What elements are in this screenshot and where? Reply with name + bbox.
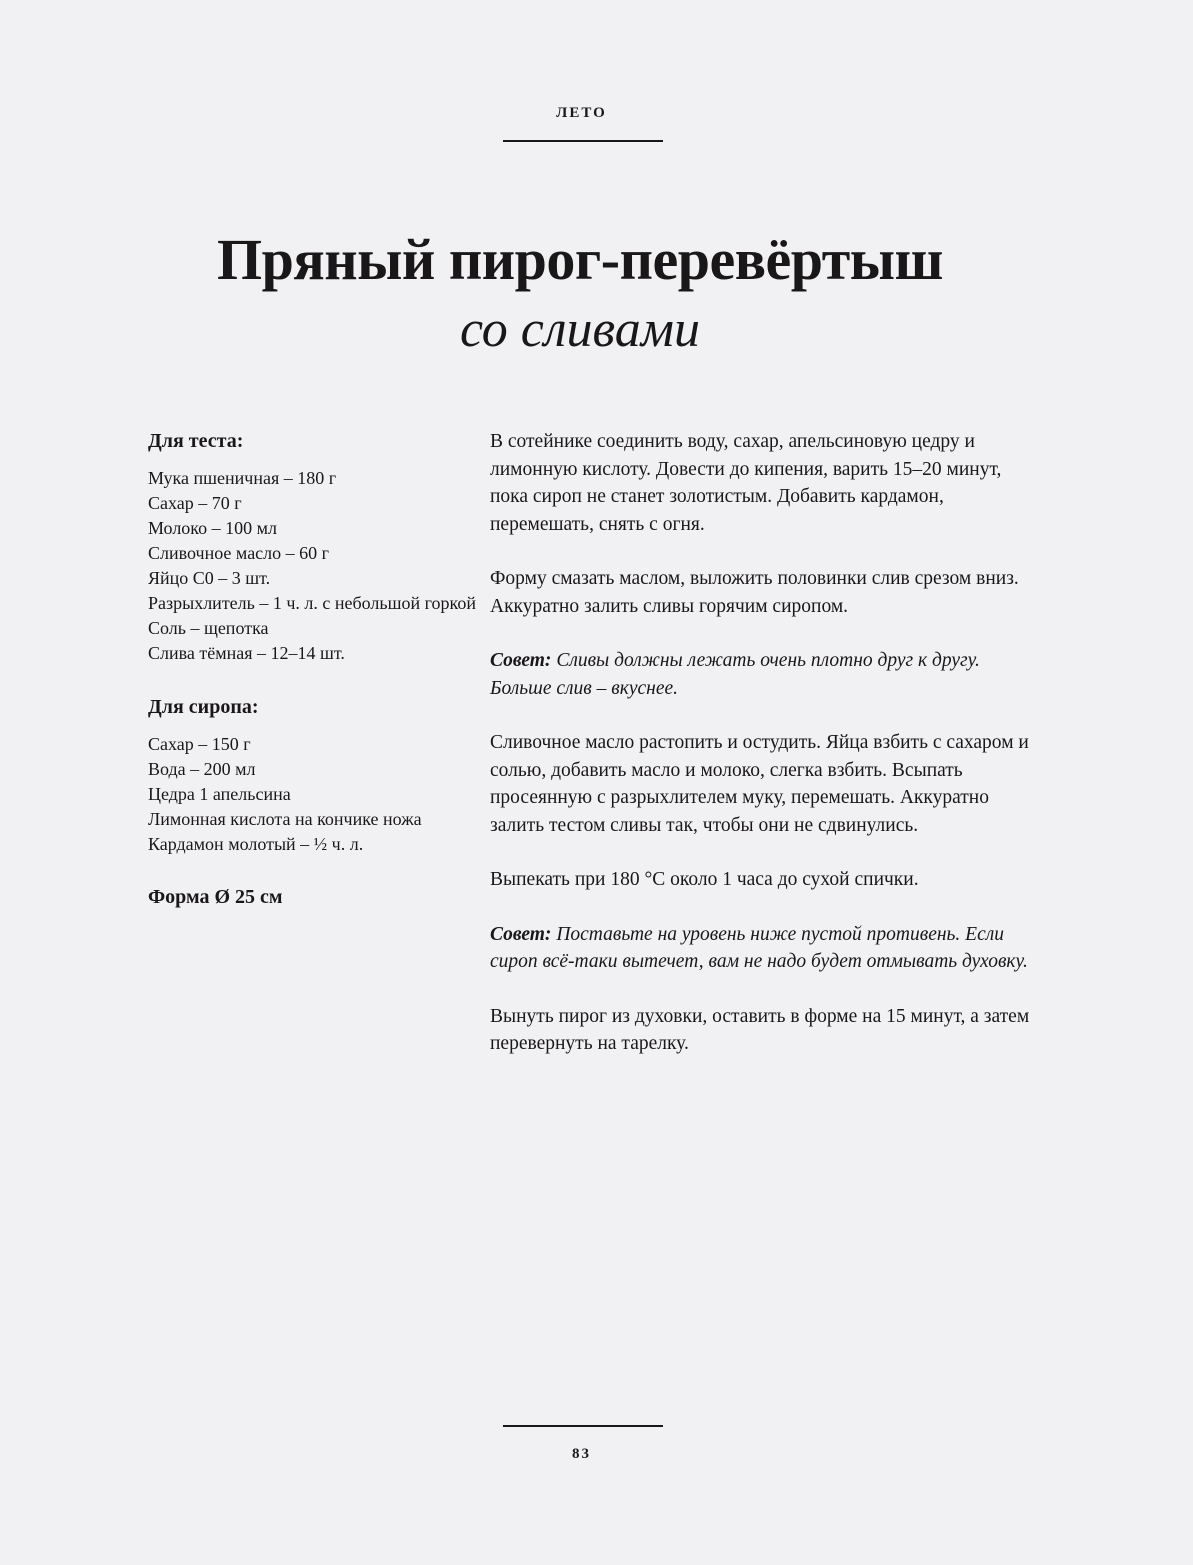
syrup-heading: Для сиропа: bbox=[148, 696, 259, 718]
section-label: ЛЕТО bbox=[556, 105, 607, 121]
ingredients-column bbox=[148, 428, 478, 910]
instruction-step: Сливочное масло растопить и остудить. Яйца взбить с сахаром и солью, добавить масло и молоко, слегка взбить. Всыпать просеянную с разрыхлителем муку, перемешать. Аккуратно залить тестом сливы так, чтобы они не сдвинулись. bbox=[490, 732, 1029, 836]
tip-text: Сливы должны лежать очень плотно друг к другу. Больше слив – вкуснее. bbox=[490, 650, 980, 699]
ingredient-item: Яйцо С0 – 3 шт. bbox=[148, 568, 271, 588]
recipe-title: Пряный пирог-перевёртыш bbox=[216, 227, 944, 292]
ingredient-item: Кардамон молотый – ½ ч. л. bbox=[148, 834, 364, 854]
ingredient-item: Слива тёмная – 12–14 шт. bbox=[148, 643, 345, 663]
ingredient-item: Соль – щепотка bbox=[148, 618, 269, 638]
dough-ingredient-list bbox=[148, 466, 478, 666]
ingredient-item: Разрыхлитель – 1 ч. л. с небольшой горкой bbox=[148, 593, 477, 613]
ingredient-item: Цедра 1 апельсина bbox=[148, 784, 291, 804]
instructions-column bbox=[490, 428, 1030, 1085]
dough-heading: Для теста: bbox=[148, 430, 244, 452]
tip-paragraph bbox=[490, 921, 1030, 976]
page-number: 83 bbox=[572, 1446, 591, 1462]
footer-divider bbox=[503, 1425, 663, 1427]
syrup-ingredient-list bbox=[148, 732, 478, 857]
instruction-step: Вынуть пирог из духовки, оставить в форме на 15 минут, а затем перевернуть на тарелку. bbox=[490, 1005, 1030, 1054]
tip-paragraph bbox=[490, 647, 1030, 702]
instruction-step: В сотейнике соединить воду, сахар, апельсиновую цедру и лимонную кислоту. Довести до кипения, варить 15–20 минут, пока сироп не станет золотистым. Добавить кардамон, перемешать, снять с огня. bbox=[490, 431, 1002, 535]
baking-pan-size: Форма Ø 25 см bbox=[148, 886, 283, 908]
ingredient-item: Сахар – 150 г bbox=[148, 734, 251, 754]
instruction-step: Форму смазать маслом, выложить половинки слив срезом вниз. Аккуратно залить сливы горячим сиропом. bbox=[490, 568, 1019, 617]
ingredient-item: Мука пшеничная – 180 г bbox=[148, 468, 337, 488]
tip-label: Совет: bbox=[490, 923, 552, 945]
recipe-subtitle: со сливами bbox=[460, 301, 700, 358]
ingredient-item: Молоко – 100 мл bbox=[148, 518, 278, 538]
ingredient-item: Вода – 200 мл bbox=[148, 759, 256, 779]
ingredient-item: Сливочное масло – 60 г bbox=[148, 543, 330, 563]
instruction-step: Выпекать при 180 °С около 1 часа до сухой спички. bbox=[490, 869, 919, 890]
tip-text: Поставьте на уровень ниже пустой противень. Если сироп всё-таки вытечет, вам не надо будет отмывать духовку. bbox=[490, 923, 1028, 972]
tip-label: Совет: bbox=[490, 650, 552, 671]
ingredient-item: Лимонная кислота на кончике ножа bbox=[148, 809, 422, 829]
ingredient-item: Сахар – 70 г bbox=[148, 493, 242, 513]
header-divider bbox=[503, 140, 663, 142]
